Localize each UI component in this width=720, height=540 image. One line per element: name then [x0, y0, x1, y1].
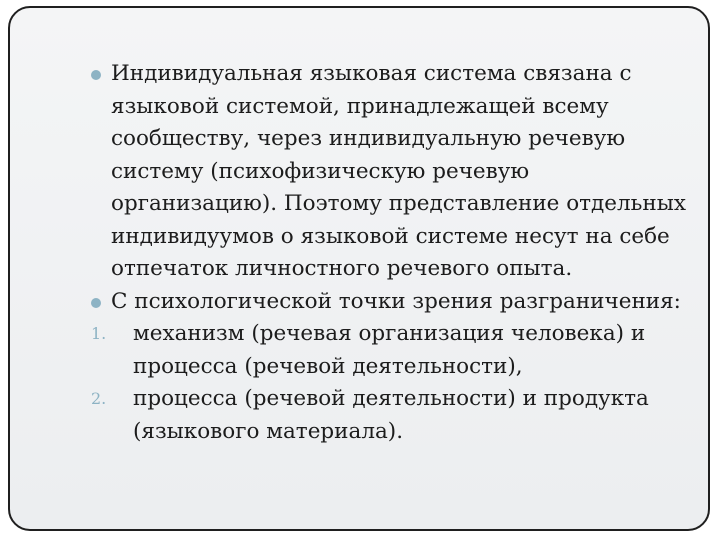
paragraph-text: Индивидуальная языковая система связана с языковой системой, принадлежащей всему сообществу, через индивидуальную речевую систему (психофизическую речевую организацию). Поэтому представление отдельных индивидуумов о языковой системе несут на себе отпечаток личностного речевого опыта. [111, 61, 686, 281]
bullet-dot-icon [91, 298, 101, 308]
slide-content [91, 58, 691, 448]
numbered-item-2 [91, 383, 691, 448]
bullet-paragraph-1 [91, 58, 691, 286]
numbered-item-1 [91, 318, 691, 383]
bullet-paragraph-2 [91, 286, 691, 319]
list-item-text: механизм (речевая организация человека) и процесса (речевой деятельности), [133, 321, 646, 379]
paragraph-text: С психологической точки зрения разграничения: [111, 288, 681, 314]
list-number: 2. [91, 389, 107, 408]
bullet-dot-icon [91, 70, 101, 80]
list-number: 1. [91, 324, 107, 343]
list-item-text: процесса (речевой деятельности) и продукта (языкового материала). [133, 386, 649, 444]
slide-frame [8, 6, 710, 531]
